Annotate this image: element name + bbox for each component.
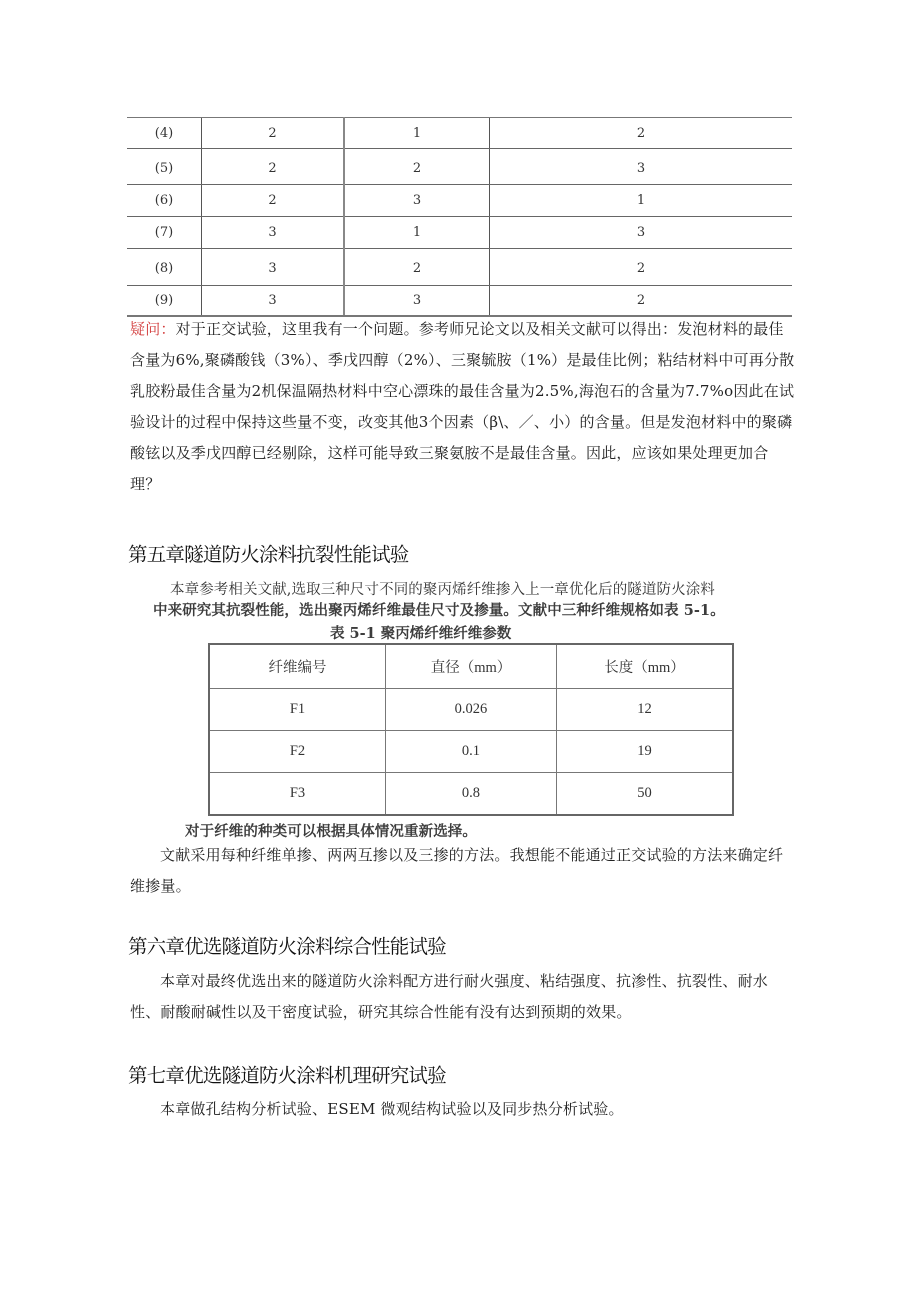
cell-factor-b: 2 [344,149,490,185]
cell-factor-a: 3 [202,249,345,286]
cell-fiber-id: F3 [209,773,386,816]
cell-diameter: 0.8 [386,773,557,816]
chapter-6-paragraph: 本章对最终优选出来的隧道防火涂料配方进行耐火强度、粘结强度、抗渗性、抗裂性、耐水性、耐酸耐碱性以及干密度试验，研究其综合性能有没有达到预期的效果。 [130,972,769,1021]
cell-factor-c: 2 [490,286,793,317]
table-row [127,118,792,149]
excerpt-line-1: 本章参考相关文献,选取三种尺寸不同的聚丙烯纤维掺入上一章优化后的隧道防火涂料 [170,582,715,598]
cell-factor-c: 2 [490,118,793,149]
row-label: (7) [127,217,202,249]
cell-factor-a: 2 [202,149,345,185]
table-row [127,286,792,317]
row-label: (4) [127,118,202,149]
row-label: (6) [127,185,202,217]
cell-factor-b: 3 [344,185,490,217]
cell-factor-b: 2 [344,249,490,286]
question-paragraph [130,314,795,500]
chapter-6-title: 第六章优选隧道防火涂料综合性能试验 [128,935,446,958]
orthogonal-experiment-table [127,117,792,317]
cell-length: 50 [556,773,733,816]
cell-factor-c: 3 [490,217,793,249]
cell-diameter: 0.026 [386,689,557,731]
cell-length: 19 [556,731,733,773]
cell-factor-a: 2 [202,185,345,217]
header-length: 长度（mm） [556,644,733,689]
row-label: (9) [127,286,202,317]
chapter-7-title: 第七章优选隧道防火涂料机理研究试验 [128,1064,446,1087]
cell-diameter: 0.1 [386,731,557,773]
table-row [127,217,792,249]
cell-length: 12 [556,689,733,731]
cell-factor-a: 3 [202,217,345,249]
table-row [209,731,733,773]
cell-factor-c: 2 [490,249,793,286]
chapter-5-title: 第五章隧道防火涂料抗裂性能试验 [128,543,409,566]
question-text: 对于正交试验，这里我有一个问题。参考师兄论文以及相关文献可以得出：发泡材料的最佳含量为6%,聚磷酸钱（3%）、季戊四醇（2%）、三聚毓胺（1%）是最佳比例；粘结材料中可再分散乳胶粉最佳含量为2机保温隔热材料中空心漂珠的最佳含量为2.5%,海泡石的含量为7.7%o因此在试验设计的过程中保持这些量不变，改变其他3个因素（β\、／、小）的含量。但是发泡材料中的聚磷酸铉以及季戊四醇已经剔除，这样可能导致三聚氨胺不是最佳含量。因此，应该如果处理更加合理？ [130,320,795,493]
row-label: (8) [127,249,202,286]
cell-factor-a: 3 [202,286,345,317]
question-label: 疑问： [130,320,176,338]
cell-factor-a: 2 [202,118,345,149]
cell-factor-b: 1 [344,118,490,149]
table-row [127,185,792,217]
cell-factor-b: 1 [344,217,490,249]
table-header-row [209,644,733,689]
table-row [127,149,792,185]
fiber-parameters-table [208,643,734,816]
cell-fiber-id: F2 [209,731,386,773]
table-row [209,773,733,816]
row-label: (5) [127,149,202,185]
header-diameter: 直径（mm） [386,644,557,689]
table-row [209,689,733,731]
cell-factor-c: 1 [490,185,793,217]
cell-fiber-id: F1 [209,689,386,731]
chapter-7-paragraph: 本章做孔结构分析试验、ESEM 微观结构试验以及同步热分析试验。 [160,1100,624,1118]
excerpt-note: 对于纤维的种类可以根据具体情况重新选择。 [185,823,477,840]
cell-factor-c: 3 [490,149,793,185]
table-row [127,249,792,286]
chapter-5-paragraph: 文献采用每种纤维单掺、两两互掺以及三掺的方法。我想能不能通过正交试验的方法来确定纤维掺量。 [130,846,784,895]
cell-factor-b: 3 [344,286,490,317]
header-fiber-id: 纤维编号 [209,644,386,689]
table-caption: 表 5-1 聚丙烯纤维纤维参数 [330,625,512,642]
excerpt-line-2: 中来研究其抗裂性能，选出聚丙烯纤维最佳尺寸及掺量。文献中三种纤维规格如表 5-1。 [153,602,725,619]
